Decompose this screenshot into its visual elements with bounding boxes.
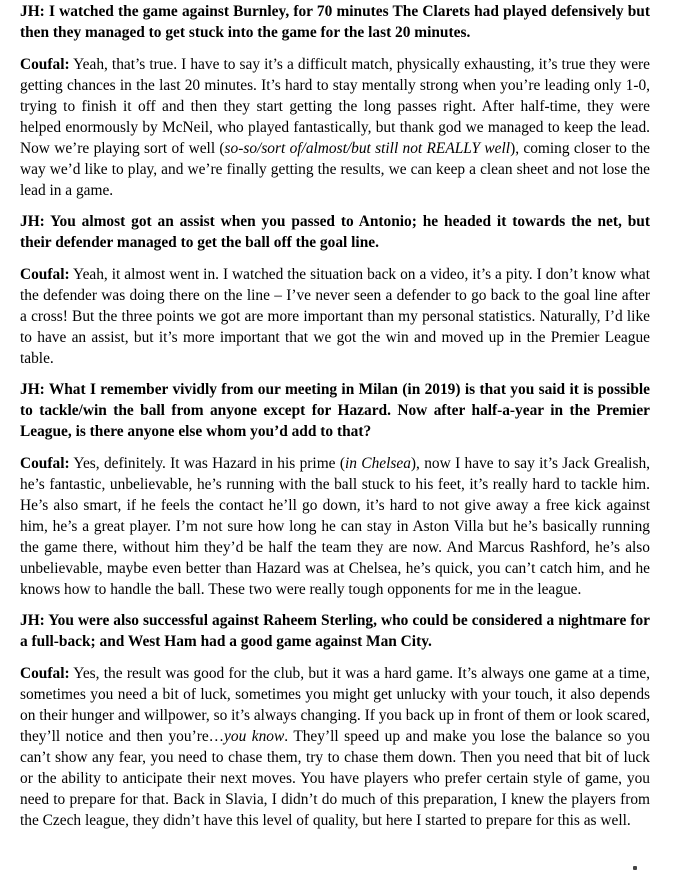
question-hazard: JH: What I remember vividly from our meeting in Milan (in 2019) is that you said it is possible to tackle/win the ball from anyone except for Hazard. Now after half-a-year in the Premier League, is there anyone else whom you’d add to that? [20,381,650,440]
speaker-label: Coufal: [20,664,70,682]
answer-sterling [20,663,650,831]
answer-text: ), now I have to say it’s Jack Grealish, he’s fantastic, unbelievable, he’s running with the ball stuck to his feet, it’s really hard to tackle him. He’s also smart, if he feels the contact he’ll go down, it’s hard to not give away a free kick against him, he’s a great player. I’m not sure how long he can stay in Aston Villa but he’s basically running the game there, without him they’d be half the team they are now. And Marcus Rashford, he’s also unbelievable, maybe even better than Hazard was at Chelsea, he’s quick, you can’t catch him, and he knows how to handle the ball. These two were really tough opponents for me in the league. [20,454,650,598]
answer-text: Yeah, it almost went in. I watched the situation back on a video, it’s a pity. I don’t know what the defender was doing there on the line – I’ve never seen a defender to go back to the goal line after a cross! But the three points we got are more important than my personal statistics. Naturally, I’d like to have an assist, but it’s more important that we got the win and moved up in the Premier League table. [20,265,650,367]
answer-text: Yeah, that’s true. I have to say it’s a difficult match, physically exhausting, it’s true they were getting chances in the last 20 minutes. It’s hard to stay mentally strong when you’re leading only 1-0, trying to finish it off and then they start getting the long passes right. After half-time, they were helped enormously by McNeil, who played fantastically, but thank god we managed to keep the lead. Now we’re playing sort of well ( [20,55,650,157]
answer-antonio-assist [20,264,650,369]
page-corner-mark [633,866,637,870]
answer-text: Yes, definitely. It was Hazard in his prime ( [73,454,345,472]
question-antonio-assist: JH: You almost got an assist when you passed to Antonio; he headed it towards the net, but their defender managed to get the ball off the goal line. [20,213,650,251]
answer-text: . They’ll speed up and make you lose the balance so you can’t show any fear, you need to chase them, try to chase them down. Then you need that bit of luck or the ability to anticipate their next moves. You have players who prefer certain style of game, you need to prepare for that. Back in Slavia, I didn’t do much of this preparation, I knew the players from the Czech league, they didn’t have this level of quality, but here I started to prepare for this as well. [20,727,651,829]
answer-hazard [20,453,650,600]
speaker-label: Coufal: [20,55,70,73]
answer-burnley [20,54,650,201]
answer-italic-text: in Chelsea [344,454,411,472]
answer-italic-text: you know [224,727,285,745]
question-sterling: JH: You were also successful against Raheem Sterling, who could be considered a nightmare for a full-back; and West Ham had a good game against Man City. [20,612,650,650]
speaker-label: Coufal: [20,454,70,472]
answer-text: ), coming closer to the way we’d like to play, and we’re finally getting the results, we can keep a clean sheet and not lose the lead in a game. [20,139,650,199]
speaker-label: Coufal: [20,265,70,283]
answer-italic-text: so-so/sort of/almost/but still not REALLY well [224,139,511,157]
answer-text: Yes, the result was good for the club, but it was a hard game. It’s always one game at a time, sometimes you need a bit of luck, sometimes you might get unlucky with your touch, it also depends on their hunger and willpower, so it’s always changing. If you back up in front of them or look scared, they’ll notice and then you’re… [20,664,650,745]
interview-document [20,0,650,831]
question-burnley: JH: I watched the game against Burnley, for 70 minutes The Clarets had played defensively but then they managed to get stuck into the game for the last 20 minutes. [20,3,650,41]
